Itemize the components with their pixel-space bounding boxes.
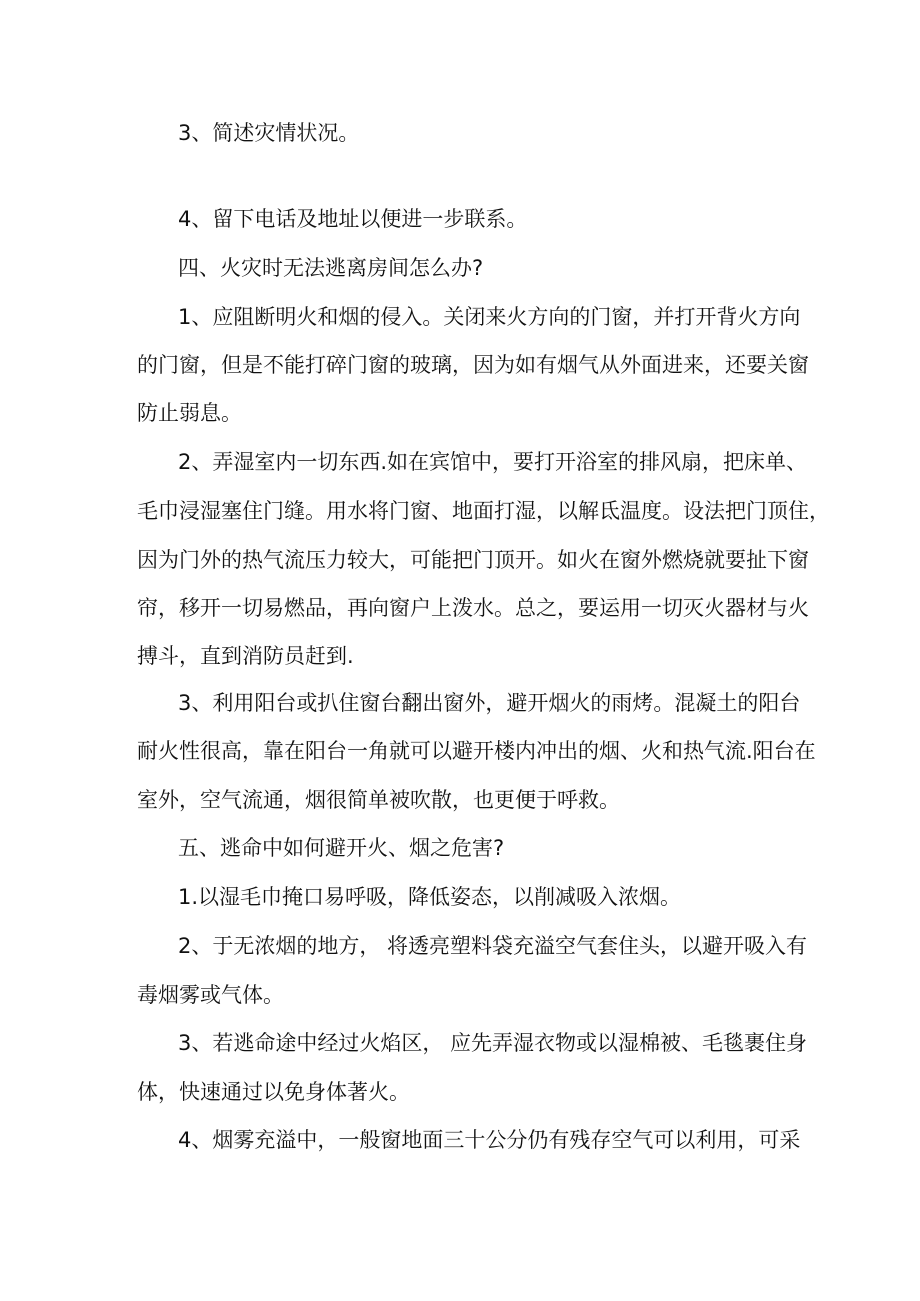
paragraph-line: 体，快速通过以免身体著火。 xyxy=(137,1080,410,1104)
paragraph-line: 3、若逃命途中经过火焰区， 应先弄湿衣物或以湿棉被、毛毯裹住身 xyxy=(178,1031,808,1055)
paragraph-line: 4、烟雾充溢中，一般窗地面三十公分仍有残存空气可以利用，可采 xyxy=(178,1128,801,1152)
paragraph-line: 1、应阻断明火和烟的侵入。关闭来火方向的门窗，并打开背火方向 xyxy=(178,305,801,329)
paragraph-line: 2、于无浓烟的地方， 将透亮塑料袋充溢空气套住头，以避开吸入有 xyxy=(178,934,808,958)
paragraph-line: 室外，空气流通，烟很简单被吹散，也更便于呼救。 xyxy=(137,788,620,812)
paragraph-line: 1.以湿毛巾掩口易呼吸，降低姿态，以削减吸入浓烟。 xyxy=(178,885,682,909)
paragraph-line: 因为门外的热气流压力较大，可能把门顶开。如火在窗外燃烧就要扯下窗 xyxy=(137,548,809,572)
paragraph-line: 帘，移开一切易燃品，再向窗户上泼水。总之，要运用一切灭火器材与火 xyxy=(137,596,809,620)
paragraph-line: 的门窗，但是不能打碎门窗的玻璃，因为如有烟气从外面进来，还要关窗 xyxy=(137,353,809,377)
paragraph-line: 防止弱息。 xyxy=(137,401,242,425)
paragraph-line: 搏斗，直到消防员赶到. xyxy=(137,644,354,668)
paragraph-line: 毛巾浸湿塞住门缝。用水将门窗、地面打湿，以解氐温度。设法把门顶住， xyxy=(137,499,830,523)
paragraph-line: 4、留下电话及地址以便进一步联系。 xyxy=(178,207,528,231)
paragraph-line: 2、弄湿室内一切东西.如在宾馆中，要打开浴室的排风扇，把床单、 xyxy=(178,450,808,474)
paragraph-line: 耐火性很高，靠在阳台一角就可以避开楼内冲出的烟、火和热气流.阳台在 xyxy=(137,739,816,763)
paragraph-line: 3、简述灾情状况。 xyxy=(178,121,360,145)
section-heading: 四、火灾时无法逃离房间怎么办? xyxy=(178,256,484,280)
paragraph-line: 毒烟雾或气体。 xyxy=(137,983,284,1007)
paragraph-line: 3、利用阳台或扒住窗台翻出窗外，避开烟火的雨烤。混凝土的阳台 xyxy=(178,691,801,715)
section-heading: 五、逃命中如何避开火、烟之危害? xyxy=(178,836,505,860)
